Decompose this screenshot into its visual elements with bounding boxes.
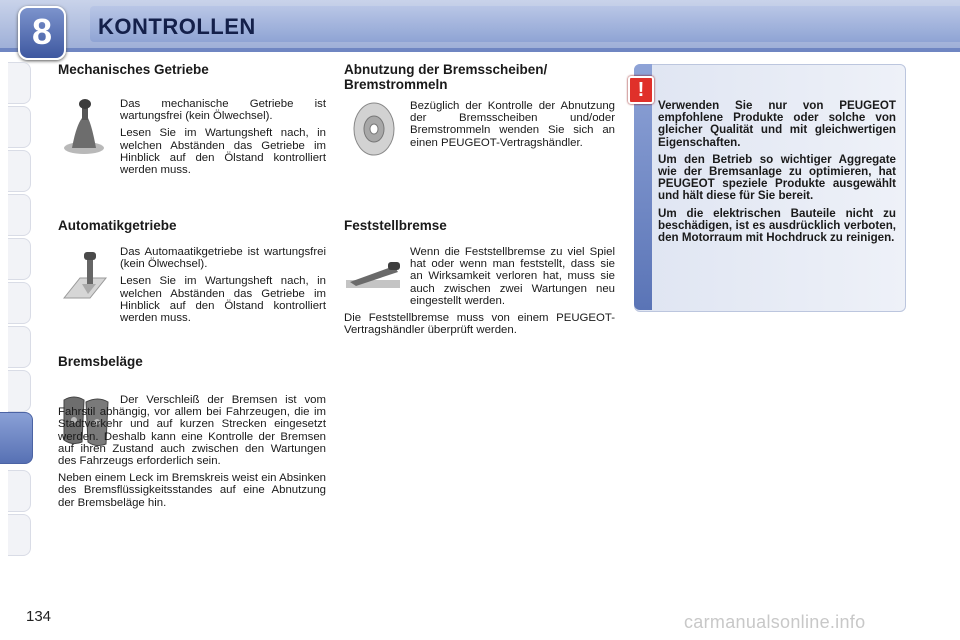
chapter-title: KONTROLLEN [98, 14, 256, 39]
chapter-tab[interactable] [8, 514, 31, 556]
paragraph: Das mechanische Getriebe ist wartungsfrei (kein Ölwechsel). [120, 98, 326, 123]
section-heading-feststell: Feststellbremse [344, 218, 447, 233]
text-scheiben [410, 100, 615, 154]
heading-line: Bremstrommeln [344, 77, 448, 92]
warning-icon: ! [628, 76, 654, 104]
chapter-tab[interactable] [8, 238, 31, 280]
section-heading-scheiben [344, 62, 547, 92]
gear-shift-lever-icon [58, 96, 110, 156]
text-getriebe [120, 98, 326, 181]
chapter-tab[interactable] [8, 150, 31, 192]
watermark: carmanualsonline.info [684, 612, 866, 632]
chapter-tab[interactable] [8, 62, 31, 104]
paragraph: Die Feststellbremse muss von einem PEUGEOT-Vertragshändler überprüft werden. [344, 312, 615, 337]
paragraph: Neben einem Leck im Bremskreis weist ein Absinken des Bremsflüssigkeitsstandes auf eine Abnutzung der Bremsbeläge hin. [58, 472, 326, 509]
section-heading-automatik: Automatikgetriebe [58, 218, 177, 233]
warning-paragraph: Verwenden Sie nur von PEUGEOT empfohlene Produkte oder solche von gleicher Qualität und mit gleichwertigen Eigenschaften. [658, 99, 896, 149]
paragraph: Der Verschleiß der Bremsen ist vom Fahrstil abhängig, vor allem bei Fahrzeugen, die im Stadtverkehr und auf kurzen Strecken eingesetzt werden. Deshalb kann eine Kontrolle der Bremsen auf ihren Zustand auch zwischen den Wartungen des Fahrzeugs erforderlich sein. [58, 394, 326, 468]
chapter-tab[interactable] [8, 194, 31, 236]
chapter-tab[interactable] [8, 282, 31, 324]
section-heading-belaege: Bremsbeläge [58, 354, 143, 369]
text-automatik [120, 246, 326, 329]
header-divider [0, 48, 960, 52]
chapter-tab-active[interactable] [0, 412, 33, 464]
warning-text [658, 100, 896, 249]
section-heading-getriebe: Mechanisches Getriebe [58, 62, 209, 77]
warning-paragraph: Um den Betrieb so wichtiger Aggregate wie der Bremsanlage zu optimieren, hat PEUGEOT speziele Produkte ausgewählt und hält diese für Sie bereit. [658, 152, 896, 203]
heading-line: Abnutzung der Bremsscheiben/ [344, 62, 548, 77]
automatic-selector-lever-icon [60, 248, 110, 302]
paragraph: Bezüglich der Kontrolle der Abnutzung der Bremsscheiben und/oder Bremstrommeln wenden Sie sich an einen PEUGEOT-Vertragshändler. [410, 100, 615, 149]
warning-paragraph: Um die elektrischen Bauteile nicht zu beschädigen, ist es ausdrücklich verboten, den Motorraum mit Hochdruck zu reinigen. [658, 206, 896, 245]
chapter-tab[interactable] [8, 326, 31, 368]
paragraph: Das Automaatikgetriebe ist wartungsfrei (kein Ölwechsel). [120, 246, 326, 271]
brake-disc-icon [348, 100, 400, 158]
paragraph: Wenn die Feststellbremse zu viel Spiel hat oder wenn man feststellt, dass sie an Wirksamkeit verloren hat, muss sie auch zwischen zwei Wartungen neu eingestellt werden. [410, 246, 615, 307]
page-number: 134 [26, 608, 52, 625]
text-belaege [58, 394, 326, 514]
chapter-tab[interactable] [8, 106, 31, 148]
text-feststell [344, 246, 615, 341]
chapter-tab[interactable] [8, 370, 31, 412]
chapter-tabs [0, 62, 34, 582]
paragraph: Lesen Sie im Wartungsheft nach, in welchen Abständen das Getriebe im Hinblick auf den Ölstand kontrolliert werden muss. [120, 275, 326, 325]
chapter-number-badge: 8 [18, 6, 66, 60]
chapter-tab[interactable] [8, 470, 31, 512]
paragraph: Lesen Sie im Wartungsheft nach, in welchen Abständen das Getriebe im Hinblick auf den Ölstand kontrolliert werden muss. [120, 127, 326, 177]
